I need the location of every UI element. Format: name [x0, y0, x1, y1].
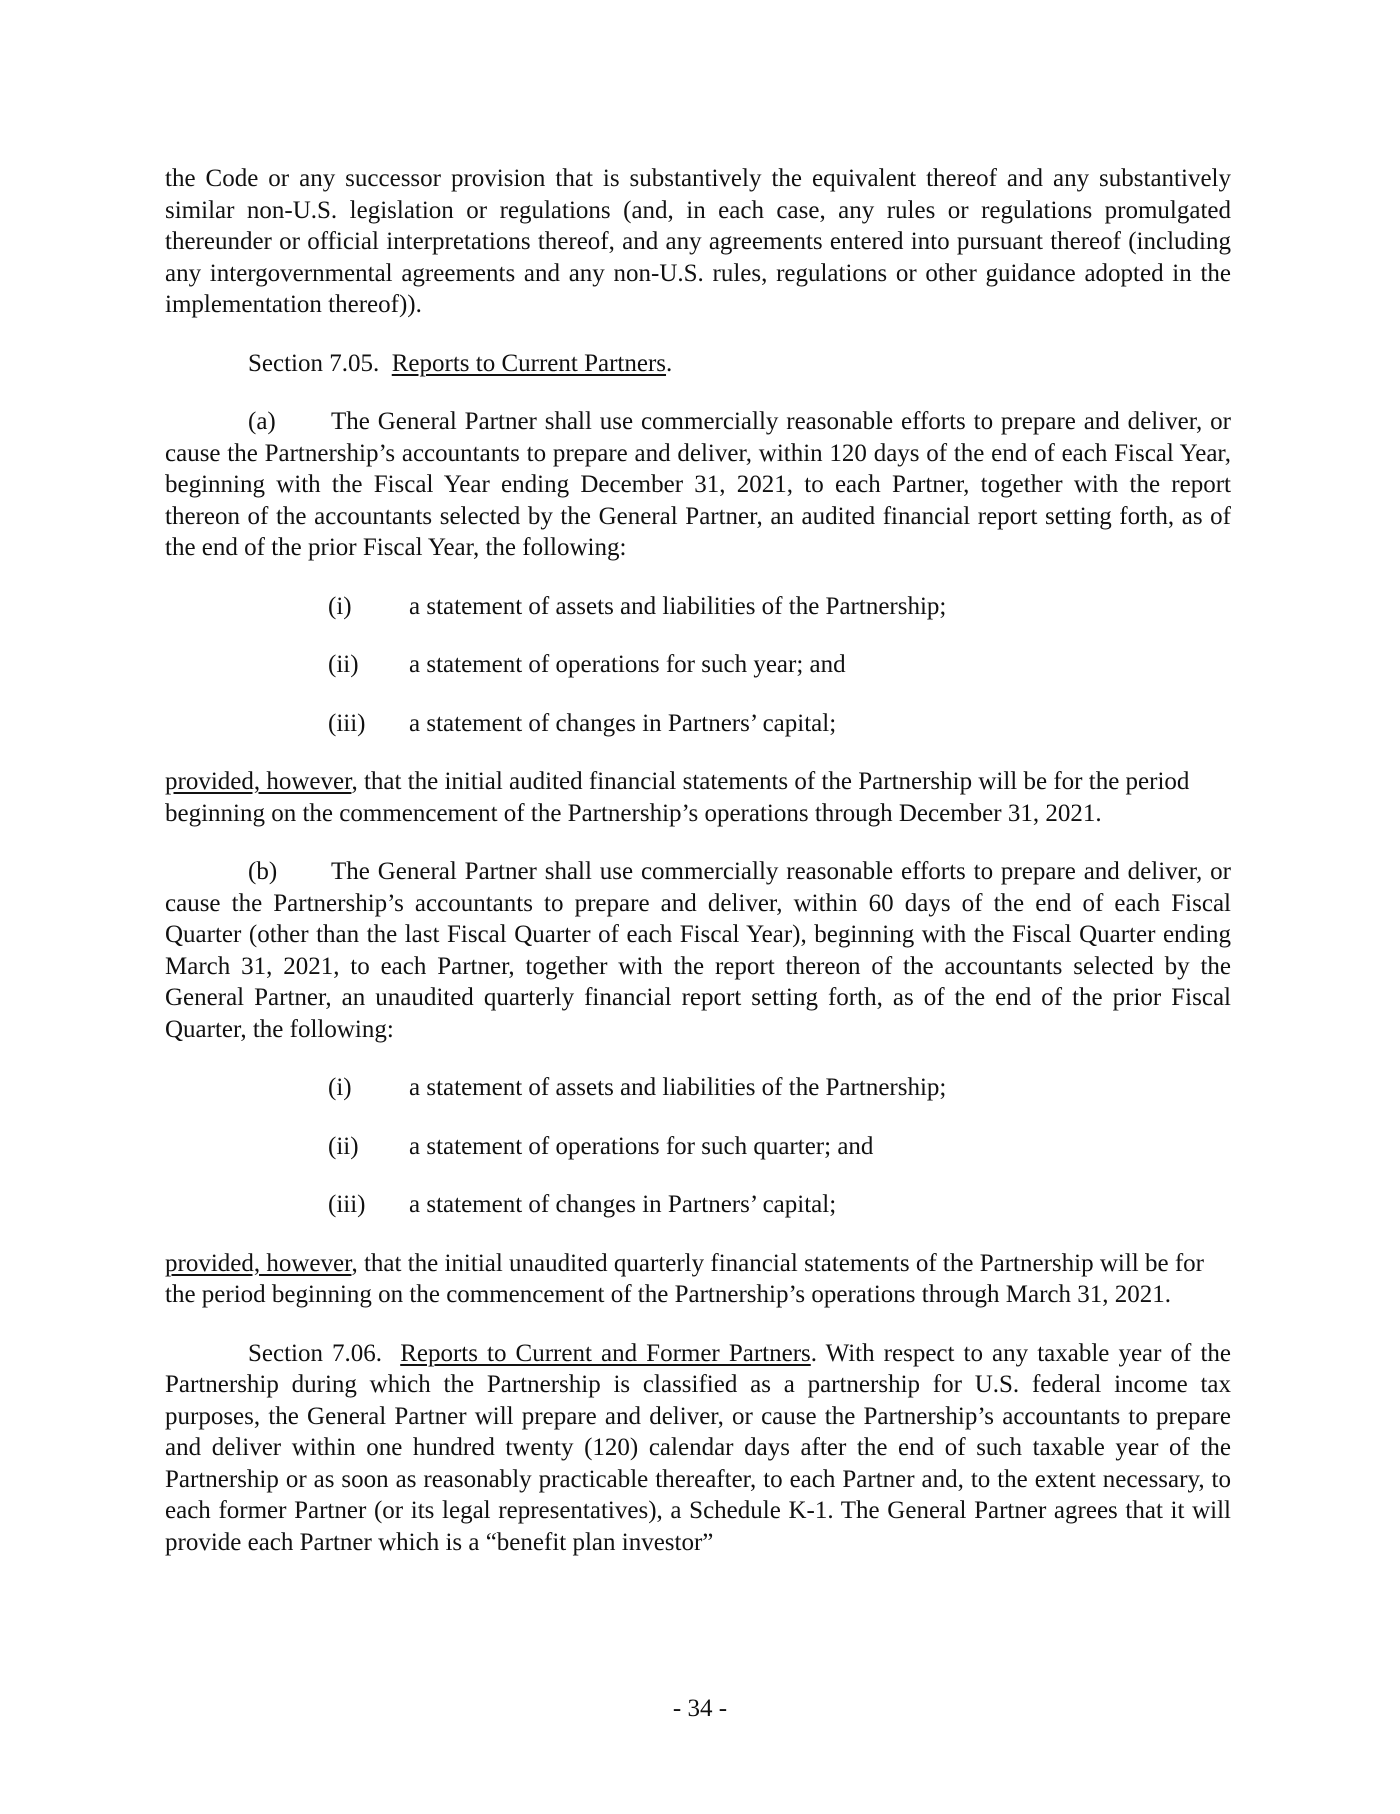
list-item: [165, 649, 1231, 681]
proviso-b-text: , that the initial unaudited quarterly financial statements of the Partnership will be for the period beginning on the commencement of the Partnership’s operations through March 31, 2021.: [165, 1249, 1204, 1308]
list-item-number: (ii): [328, 1132, 359, 1160]
list-item-text: a statement of assets and liabilities of the Partnership;: [409, 1074, 947, 1101]
list-item: [165, 591, 1231, 623]
proviso-a-text: , that the initial audited financial statements of the Partnership will be for the period beginning on the commencement of the Partnership’s operations through December 31, 2021.: [165, 768, 1190, 827]
section-7-06-label: Section 7.06.: [248, 1339, 383, 1367]
section-7-05-title: Reports to Current Partners: [391, 349, 667, 377]
paragraph-b: [165, 856, 1231, 1045]
list-item-number: (iii): [328, 1191, 366, 1218]
list-item-text: a statement of changes in Partners’ capital;: [409, 709, 837, 737]
continuation-paragraph: the Code or any successor provision that is substantively the equivalent thereof and any substantively similar non-U.S. legislation or regulations (and, in each case, any rules or regulations promulgated thereunder or official interpretations thereof, and any agreements entered into pursuant thereof (including any intergovernmental agreements and any non-U.S. rules, regulations or other guidance adopted in the implementation thereof)).: [165, 165, 1231, 318]
paragraph-b-text: The General Partner shall use commercially reasonable efforts to prepare and deliver, or cause the Partnership’s accountants to prepare and deliver, within 60 days of the end of each Fiscal Quarter (other than the last Fiscal Quarter of each Fiscal Year), beginning with the Fiscal Quarter ending March 31, 2021, to each Partner, together with the report thereon of the accountants selected by the General Partner, an unaudited quarterly financial report setting forth, as of the end of the prior Fiscal Quarter, the following:: [165, 858, 1231, 1043]
page-number: - 34 -: [672, 1695, 728, 1722]
list-item-text: a statement of operations for such year; and: [409, 651, 846, 678]
paragraph-a-label: (a): [248, 408, 276, 435]
list-item-text: a statement of assets and liabilities of the Partnership;: [409, 592, 947, 620]
list-item: [165, 1131, 1231, 1163]
page-body: [165, 163, 1231, 1585]
section-7-05-heading: Section 7.05. Reports to Current Partners.: [248, 349, 673, 377]
section-7-05-label: Section 7.05.: [248, 349, 380, 377]
proviso-b-underlined: provided, however: [165, 1249, 352, 1277]
section-7-06-paragraph: [165, 1338, 1231, 1559]
section-7-06-title: Reports to Current and Former Partners: [400, 1339, 811, 1367]
list-item: [165, 1189, 1231, 1221]
list-item-number: (iii): [328, 709, 366, 737]
list-item: [165, 1072, 1231, 1104]
proviso-b: [165, 1248, 1231, 1311]
proviso-a-underlined: provided, however: [165, 768, 352, 795]
paragraph-a-text: The General Partner shall use commercially reasonable efforts to prepare and deliver, or cause the Partnership’s accountants to prepare and deliver, within 120 days of the end of each Fiscal Year, beginning with the Fiscal Year ending December 31, 2021, to each Partner, together with the report thereon of the accountants selected by the General Partner, an audited financial report setting forth, as of the end of the prior Fiscal Year, the following:: [165, 408, 1231, 561]
paragraph-b-label: (b): [248, 858, 278, 885]
list-item-number: (i): [328, 592, 352, 620]
proviso-a: [165, 766, 1231, 829]
list-item-number: (ii): [328, 651, 359, 678]
section-7-06-text: . With respect to any taxable year of the Partnership during which the Partnership is classified as a partnership for U.S. federal income tax purposes, the General Partner will prepare and deliver, or cause the Partnership’s accountants to prepare and deliver within one hundred twenty (120) calendar days after the end of such taxable year of the Partnership or as soon as reasonably practicable thereafter, to each Partner and, to the extent necessary, to each former Partner (or its legal representatives), a Schedule K-1. The General Partner agrees that it will provide each Partner which is a “benefit plan investor”: [165, 1339, 1231, 1556]
list-item-text: a statement of operations for such quarter; and: [409, 1132, 874, 1160]
paragraph-a: [165, 406, 1231, 564]
list-item-text: a statement of changes in Partners’ capital;: [409, 1191, 837, 1218]
list-item: [165, 708, 1231, 740]
list-item-number: (i): [328, 1074, 352, 1101]
